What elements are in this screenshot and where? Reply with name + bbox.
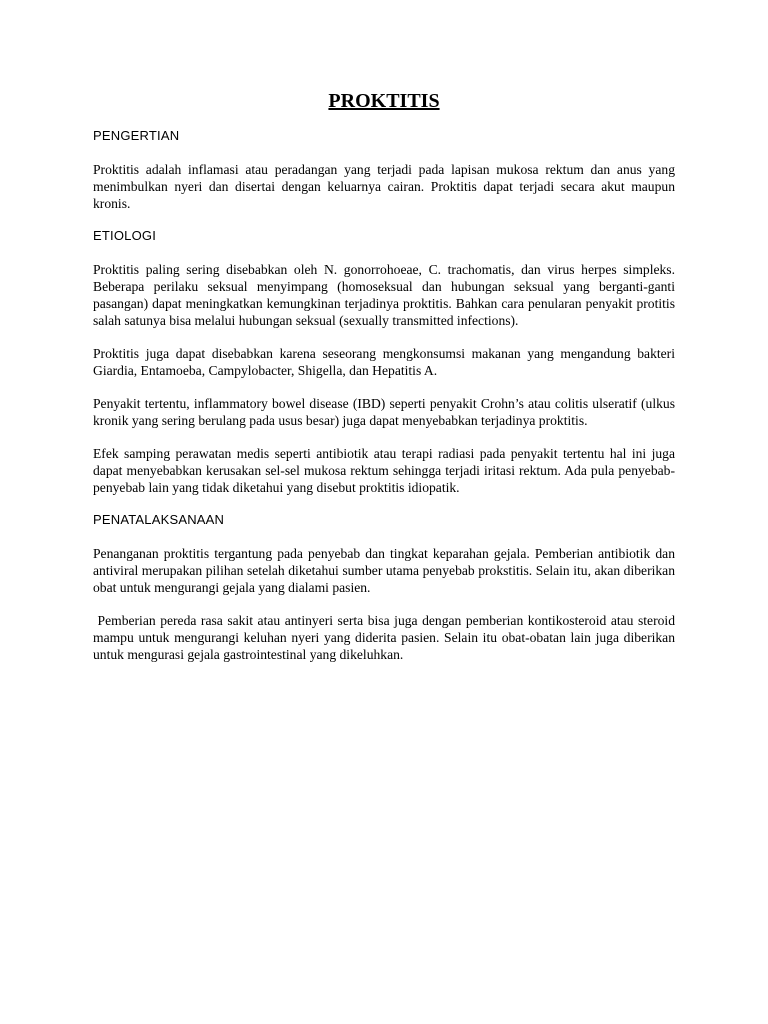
section-etiologi bbox=[93, 228, 675, 496]
paragraph: Efek samping perawatan medis seperti antibiotik atau terapi radiasi pada penyakit tertentu hal ini juga dapat menyebabkan kerusakan sel-sel mukosa rektum sehingga terjadi iritasi rektum. Ada pula penyebab-penyebab lain yang tidak diketahui yang disebut proktitis idiopatik. bbox=[93, 446, 675, 495]
paragraph: Proktitis adalah inflamasi atau peradangan yang terjadi pada lapisan mukosa rektum dan anus yang menimbulkan nyeri dan disertai dengan keluarnya cairan. Proktitis dapat terjadi secara akut maupun kronis. bbox=[93, 162, 675, 211]
paragraph: Penyakit tertentu, inflammatory bowel disease (IBD) seperti penyakit Crohn’s atau colitis ulseratif (ulkus kronik yang sering berulang pada usus besar) juga dapat menyebabkan terjadinya proktitis. bbox=[93, 396, 675, 428]
paragraph: Penanganan proktitis tergantung pada penyebab dan tingkat keparahan gejala. Pemberian antibiotik dan antiviral merupakan pilihan setelah diketahui sumber utama penyebab prokstitis. Selain itu, akan diberikan obat untuk mengurangi gejala yang dialami pasien. bbox=[93, 546, 675, 595]
document-title: PROKTITIS bbox=[328, 90, 440, 112]
section-heading: ETIOLOGI bbox=[93, 228, 157, 243]
section-penatalaksanaan bbox=[93, 512, 679, 663]
section-heading: PENGERTIAN bbox=[93, 128, 180, 143]
section-pengertian bbox=[93, 128, 675, 212]
paragraph: Proktitis juga dapat disebabkan karena seseorang mengkonsumsi makanan yang mengandung bakteri Giardia, Entamoeba, Campylobacter, Shigella, dan Hepatitis A. bbox=[93, 346, 675, 378]
section-heading: PENATALAKSANAAN bbox=[93, 512, 225, 527]
paragraph: Proktitis paling sering disebabkan oleh N. gonorrohoeae, C. trachomatis, dan virus herpes simpleks. Beberapa perilaku seksual menyimpang (homoseksual dan hubungan seksual yang berganti-ganti pasangan) dapat meningkatkan kemungkinan terjadinya proktitis. Bahkan cara penularan penyakit protitis salah satunya bisa melalui hubungan seksual (sexually transmitted infections). bbox=[93, 262, 675, 328]
paragraph: Pemberian pereda rasa sakit atau antinyeri serta bisa juga dengan pemberian kontikosteroid atau steroid mampu untuk mengurangi keluhan nyeri yang diderita pasien. Selain itu obat-obatan lain juga diberikan untuk mengurasi gejala gastrointestinal yang dikeluhkan. bbox=[93, 613, 679, 662]
document-page bbox=[93, 88, 679, 679]
